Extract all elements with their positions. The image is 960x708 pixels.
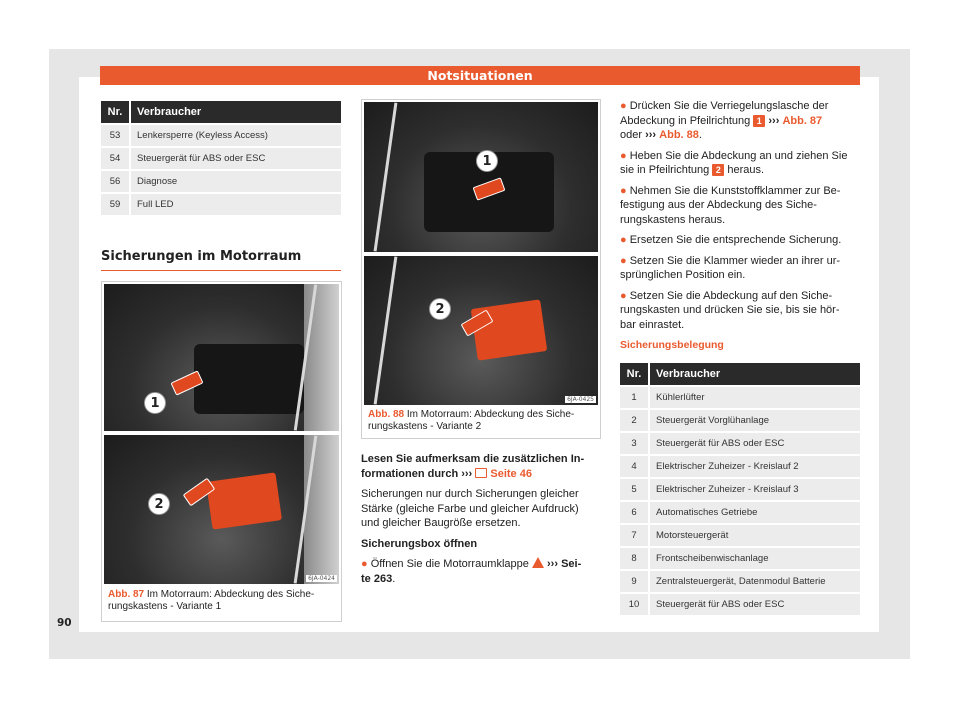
list-item: ● Heben Sie die Abdeckung an und ziehen Sie sie in Pfeilrichtung 2 heraus. <box>620 149 848 176</box>
figure-label: Abb. 87 <box>108 589 145 600</box>
notice-heading: Lesen Sie aufmerksam die zusätzlichen In- formationen durch ››› Seite 46 <box>361 453 585 480</box>
table-header-row <box>101 101 341 123</box>
table-cell-verbraucher: Automatisches Getriebe <box>650 502 860 523</box>
list-item: ● Ersetzen Sie die entsprechende Sicherung. <box>620 234 842 246</box>
table-cell-verbraucher: Steuergerät Vorglühanlage <box>650 410 860 431</box>
marker-1: 1 <box>144 392 166 414</box>
page-reference-link[interactable]: Sei- <box>561 558 582 570</box>
page-header-title: Notsituationen <box>100 66 860 85</box>
table-header-row <box>620 363 860 385</box>
section-title: Sicherungen im Motorraum <box>101 249 341 271</box>
table-cell-verbraucher: Steuergerät für ABS oder ESC <box>650 433 860 454</box>
table-cell-verbraucher: Elektrischer Zuheizer - Kreislauf 2 <box>650 456 860 477</box>
bullet-icon: ● <box>620 254 627 267</box>
table-row <box>101 171 341 192</box>
step-number-badge: 1 <box>753 115 765 127</box>
engine-photo-top <box>364 102 598 252</box>
page-reference-link[interactable]: Seite 46 <box>490 467 532 480</box>
bullet-icon: ● <box>620 149 627 162</box>
caption-text: Im Motorraum: Abdeckung des Siche- <box>146 589 315 600</box>
table-row <box>101 194 341 215</box>
table-cell-nr: 4 <box>620 456 650 477</box>
table-row <box>620 525 860 546</box>
column-header-verbraucher: Verbraucher <box>131 101 341 123</box>
list-item: ● Setzen Sie die Abdeckung auf den Siche- rungskasten und drücken Sie sie, bis sie hör- bar einrastet. <box>620 289 840 331</box>
table-cell-verbraucher: Zentralsteuergerät, Datenmodul Batterie <box>650 571 860 592</box>
table-cell-nr: 5 <box>620 479 650 500</box>
table-cell-verbraucher: Kühlerlüfter <box>650 387 860 408</box>
figure-87 <box>101 281 342 622</box>
table-cell-nr: 9 <box>620 571 650 592</box>
table-row <box>620 594 860 615</box>
table-cell-verbraucher: Steuergerät für ABS oder ESC <box>131 148 341 169</box>
column-header-verbraucher: Verbraucher <box>650 363 860 385</box>
table-cell-nr: 53 <box>101 125 131 146</box>
table-cell-nr: 54 <box>101 148 131 169</box>
table-cell-nr: 59 <box>101 194 131 215</box>
table-cell-verbraucher: Full LED <box>131 194 341 215</box>
table-cell-nr: 7 <box>620 525 650 546</box>
list-item: ● Drücken Sie die Verriegelungslasche der Abdeckung in Pfeilrichtung 1 ››› Abb. 87 oder ››› Abb. 88. <box>620 100 829 141</box>
caption-text: Im Motorraum: Abdeckung des Siche- <box>406 409 575 420</box>
marker-2: 2 <box>148 493 170 515</box>
bullet-icon: ● <box>361 558 368 570</box>
list-item: ● Nehmen Sie die Kunststoffklammer zur Be- festigung aus der Abdeckung des Siche- rungskastens heraus. <box>620 184 841 226</box>
list-item: ● Öffnen Sie die Motorraumklappe ››› Sei- te 263. <box>361 558 582 585</box>
figure-88-caption <box>368 409 598 433</box>
table-cell-nr: 8 <box>620 548 650 569</box>
fuse-replacement-paragraph: Sicherungen nur durch Sicherungen gleicher Stärke (gleiche Farbe und gleicher Aufdruck) und gleicher Baugröße ersetzen. <box>361 488 579 529</box>
table-cell-nr: 56 <box>101 171 131 192</box>
table-cell-nr: 6 <box>620 502 650 523</box>
table-row <box>101 148 341 169</box>
bullet-icon: ● <box>620 234 627 246</box>
engine-photo-bottom <box>104 435 339 584</box>
fusebox-open-heading: Sicherungsbox öffnen <box>361 537 478 550</box>
figure-code: 6JA-0425 <box>567 396 594 403</box>
right-text-column <box>620 99 865 359</box>
figure-88 <box>361 99 601 439</box>
table-cell-verbraucher: Elektrischer Zuheizer - Kreislauf 3 <box>650 479 860 500</box>
page-reference-link[interactable]: te 263 <box>361 572 393 585</box>
table-row <box>620 433 860 454</box>
table-cell-verbraucher: Lenkersperre (Keyless Access) <box>131 125 341 146</box>
engine-photo-top <box>104 284 339 431</box>
table-cell-nr: 3 <box>620 433 650 454</box>
column-header-nr: Nr. <box>620 363 650 385</box>
table-cell-verbraucher: Frontscheibenwischanlage <box>650 548 860 569</box>
list-item: ● Setzen Sie die Klammer wieder an ihrer ur- sprünglichen Position ein. <box>620 254 841 281</box>
table-row <box>620 502 860 523</box>
book-icon <box>475 468 487 478</box>
figure-reference-link[interactable]: Abb. 88 <box>659 129 699 141</box>
table-row <box>620 456 860 477</box>
table-row <box>620 410 860 431</box>
warning-icon <box>532 557 544 568</box>
table-row <box>620 571 860 592</box>
figure-87-caption <box>108 589 338 613</box>
fuse-table-top <box>101 99 341 217</box>
engine-photo-bottom <box>364 256 598 405</box>
figure-code: 6JA-0424 <box>308 575 335 582</box>
bullet-icon: ● <box>620 289 627 302</box>
figure-reference-link[interactable]: Abb. 87 <box>782 114 823 127</box>
bullet-icon: ● <box>620 100 627 112</box>
table-row <box>101 125 341 146</box>
fuse-assignment-heading: Sicherungsbelegung <box>620 339 724 351</box>
bullet-icon: ● <box>620 184 627 197</box>
table-cell-nr: 10 <box>620 594 650 615</box>
table-cell-verbraucher: Diagnose <box>131 171 341 192</box>
marker-1: 1 <box>476 150 498 172</box>
table-row <box>620 479 860 500</box>
caption-text: rungskastens - Variante 2 <box>368 421 482 432</box>
marker-2: 2 <box>429 298 451 320</box>
table-row <box>620 548 860 569</box>
step-number-badge: 2 <box>712 164 724 176</box>
middle-text-column <box>361 452 606 592</box>
caption-text: rungskastens - Variante 1 <box>108 601 222 612</box>
table-cell-verbraucher: Steuergerät für ABS oder ESC <box>650 594 860 615</box>
table-row <box>620 387 860 408</box>
page-number: 90 <box>57 617 72 629</box>
column-header-nr: Nr. <box>101 101 131 123</box>
figure-label: Abb. 88 <box>368 409 405 420</box>
fuse-table-right <box>620 361 860 617</box>
table-cell-nr: 2 <box>620 410 650 431</box>
table-cell-verbraucher: Motorsteuergerät <box>650 525 860 546</box>
table-cell-nr: 1 <box>620 387 650 408</box>
